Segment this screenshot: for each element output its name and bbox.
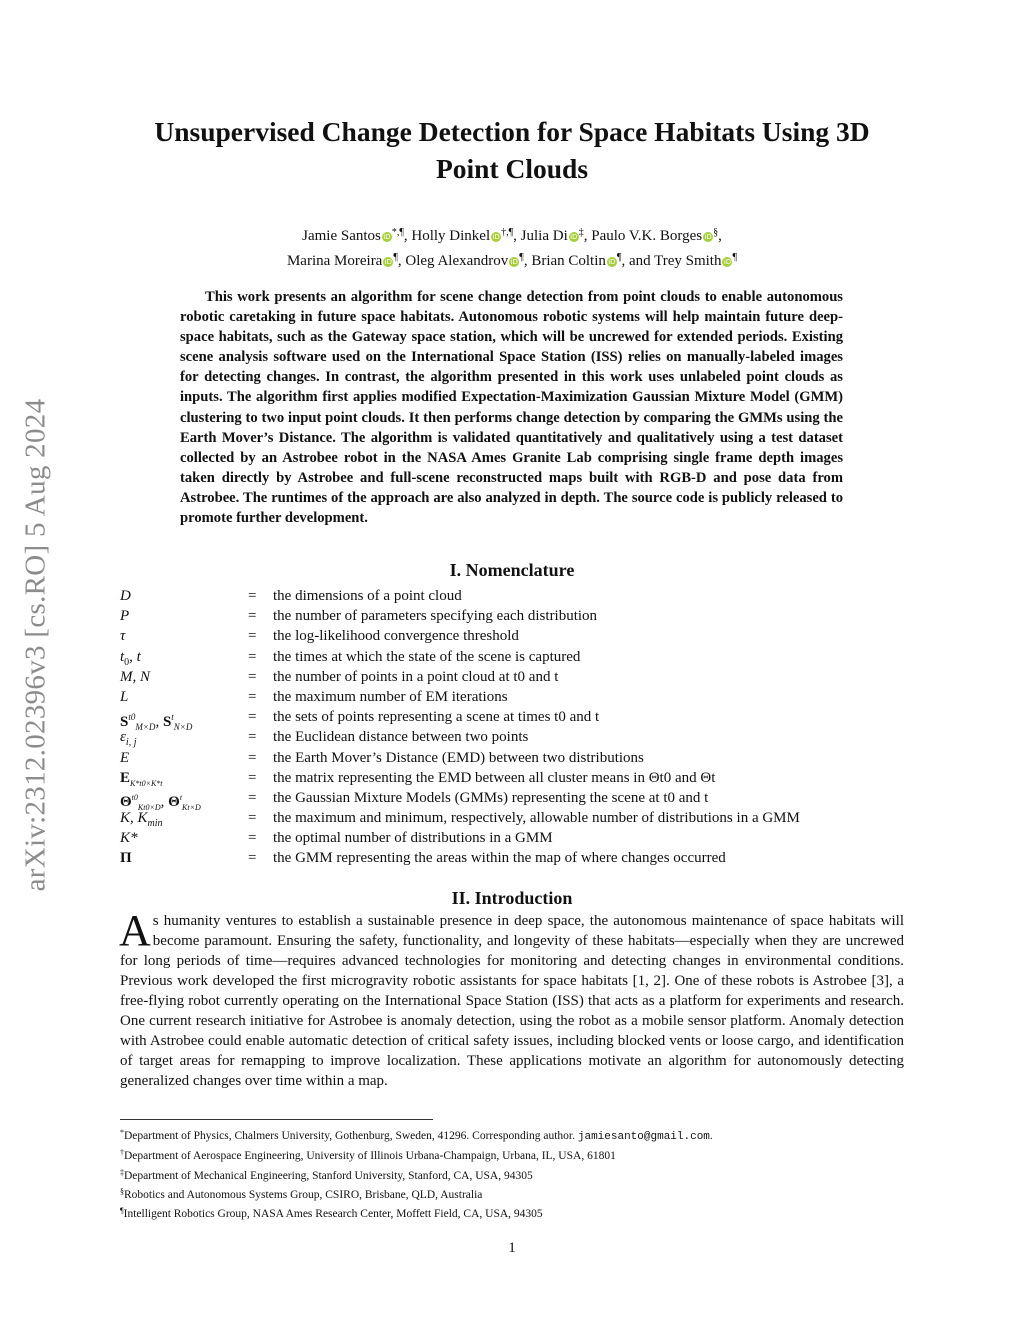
footnote-divider [120,1119,433,1120]
nomenclature-row [120,727,904,747]
introduction-text: s humanity ventures to establish a sustainable presence in deep space, the autonomous maintenance of space habitats will become paramount. Ensuring the safety, functionality, and longevity of these habitats—especially when they are uncrewed for long periods of time—requires advanced technologies for monitoring and detecting changes in environmental conditions. Previous work developed the first microgravity robotic assistants for space habitats [1, 2]. One of these robots is Astrobee [3], a free-flying robot currently operating on the International Space Station (ISS) that acts as a platform for experiments and research. One current research initiative for Astrobee is anomaly detection, using the robot as a mobile sensor platform. Anomaly detection with Astrobee could enable automatic detection of critical safety issues, including blocked vents or loose cargo, and identification of target areas for remapping to improve localization. These applications motivate an algorithm for autonomously detecting generalized changes over time within a map. [120,913,904,1089]
symbol: $E_{K*t0\times K*t}$ [120,769,163,788]
symbol: M, N [120,668,150,685]
author-name: Oleg Alexandrov [405,253,509,269]
footnote [120,1145,904,1164]
symbol: D [120,588,131,604]
equals-sign: = [248,648,257,665]
equals-sign: = [248,628,257,645]
orcid-icon[interactable]: iD [570,233,578,241]
nomenclature-row [120,586,904,606]
author-list: Jamie Santos iD*,¶, Holly Dinkel iD†,¶, Julia Di iD‡, Paulo V.K. Borges iD§, Marina Moreira iD¶, Oleg Alexandrov iD¶, Brian Coltin iD¶, and Trey Smith iD¶ [286,227,738,269]
symbol: $S^{t0}_{M\times D}$, $S^t_{N\times D}$ [120,712,193,733]
equals-sign: = [248,749,257,766]
affiliation-mark: †,¶ [501,227,514,238]
nomenclature-list [120,586,904,869]
author-name: Marina Moreira [286,253,383,269]
affiliation-mark: *,¶ [391,227,404,238]
equals-sign: = [248,608,257,625]
definition: the GMM representing the areas within the map of where changes occurred [273,850,726,867]
nomenclature-row [120,647,904,667]
nomenclature-row [120,748,904,768]
symbol: τ [120,628,126,645]
footnote-mark: ¶ [120,1206,124,1216]
footnote [120,1184,904,1203]
orcid-icon[interactable]: iD [608,258,616,266]
footnote [120,1203,904,1222]
abstract: This work presents an algorithm for scene change detection from point clouds to enable autonomous robotic caretaking in future space habitats. Autonomous robotic systems will help maintain future deep-space habitats, such as the Gateway space station, which will be uncrewed for extended periods. Existing scene analysis software used on the International Space Station (ISS) relies on manually-labeled images for detecting changes. In contrast, the algorithm presented in this work uses unlabeled point clouds as inputs. The algorithm first applies modified Expectation-Maximization Gaussian Mixture Model (GMM) clustering to two input point clouds. It then performs change detection by comparing the GMMs using the Earth Mover’s Distance. The algorithm is validated quantitatively and qualitatively using a test dataset collected by an Astrobee robot in the NASA Ames Granite Lab comprising single frame depth images taken directly by Astrobee and full-scene reconstructed maps built with RGB-D and pose data from Astrobee. The runtimes of the approach are also analyzed in depth. The source code is publicly released to promote further development. [180,289,843,527]
affiliation-mark: ¶ [732,252,738,263]
symbol: K* [120,830,138,847]
equals-sign: = [248,688,257,705]
orcid-icon[interactable]: iD [384,258,393,266]
symbol: P [120,608,130,625]
equals-sign: = [248,709,257,726]
equals-sign: = [248,588,257,604]
footnote-text: Intelligent Robotics Group, NASA Ames Research Center, Moffett Field, CA, USA, 94305 [123,1208,543,1221]
equals-sign: = [248,850,257,867]
footnote-text: Department of Mechanical Engineering, Stanford University, Stanford, CA, USA, 94305 [124,1169,533,1182]
orcid-icon[interactable]: iD [492,233,500,241]
symbol: E [120,749,130,766]
nomenclature-row [120,626,904,646]
symbol: $t_0$, t [120,648,141,668]
orcid-icon[interactable]: iD [383,233,391,241]
footnote: *Department of Physics, Chalmers University, Gothenburg, Sweden, 41296. Corresponding author. jamiesanto@gmail.com. [120,1128,713,1143]
symbol: Π [120,850,132,867]
definition: the log-likelihood convergence threshold [273,628,519,645]
nomenclature-heading: I. Nomenclature [449,560,575,580]
drop-cap: A [119,906,151,955]
affiliation-mark: ‡ [578,227,584,238]
definition: the number of parameters specifying each distribution [273,608,598,625]
footnote-mark: * [120,1128,124,1137]
author-name: Paulo V.K. Borges [591,228,703,244]
definition: the matrix representing the EMD between all cluster means in Θt0 and Θt [273,769,716,786]
definition: the sets of points representing a scene at times t0 and t [273,709,600,726]
definition: the maximum and minimum, respectively, allowable number of distributions in a GMM [273,810,800,827]
equals-sign: = [248,729,257,746]
equals-sign: = [248,810,257,827]
footnote-mark: † [120,1148,124,1158]
footnote-text: Department of Aerospace Engineering, University of Illinois Urbana-Champaign, Urbana, IL, USA, 61801 [124,1150,616,1163]
symbol: $\varepsilon_{i, j}$ [120,729,137,749]
orcid-icon[interactable]: iD [723,258,732,266]
definition: the times at which the state of the scene is captured [273,648,581,665]
nomenclature-row [120,667,904,687]
definition: the Gaussian Mixture Models (GMMs) representing the scene at t0 and t [273,789,709,806]
author-name: Trey Smith [654,253,722,269]
author-name: Brian Coltin [531,253,606,269]
symbol: $\Theta^{t0}_{Kt0\times D}$, $\Theta^t_{Kt\times D}$ [120,792,201,812]
paper-title: Unsupervised Change Detection for Space Habitats Using 3D Point Clouds [154,116,870,184]
symbol: K, $K_{min}$ [120,810,163,830]
footnote-text: Robotics and Autonomous Systems Group, CSIRO, Brisbane, QLD, Australia [124,1188,483,1201]
nomenclature-row [120,707,904,733]
definition: the maximum number of EM iterations [273,688,508,705]
footnote-text: Department of Physics, Chalmers University, Gothenburg, Sweden, 41296. Corresponding author. [124,1130,575,1142]
nomenclature-row [120,788,904,812]
equals-sign: = [248,769,257,786]
author-name: Jamie Santos [302,228,381,244]
affiliation-mark: § [713,227,719,238]
nomenclature-row [120,828,904,848]
symbol: L [120,688,129,705]
definition: the number of points in a point cloud at t0 and t [273,668,559,685]
affiliation-mark: ¶ [616,252,622,263]
equals-sign: = [248,830,257,847]
footnotes [120,1125,904,1222]
page-number: 1 [508,1240,516,1256]
author-name: Holly Dinkel [411,228,491,244]
equals-sign: = [248,668,257,685]
footnote-mark: § [120,1186,124,1196]
introduction-paragraph [119,906,904,1091]
introduction-heading: II. Introduction [451,888,573,908]
definition: the dimensions of a point cloud [273,588,462,604]
nomenclature-row [120,687,904,707]
arxiv-sidebar-stamp [14,355,58,935]
equals-sign: = [248,789,257,806]
definition: the Euclidean distance between two points [273,729,529,746]
orcid-icon[interactable]: iD [704,233,712,241]
author-conjunction: and [628,253,651,269]
nomenclature-row [120,808,904,828]
nomenclature-row [120,848,904,868]
nomenclature-row [120,606,904,626]
nomenclature-row [120,768,904,788]
affiliation-mark: ¶ [393,252,398,263]
orcid-icon[interactable]: iD [510,258,518,266]
footnote-mark: ‡ [120,1167,124,1177]
definition: the optimal number of distributions in a GMM [273,830,553,847]
affiliation-mark: ¶ [519,252,524,263]
definition: the Earth Mover’s Distance (EMD) between two distributions [273,749,644,766]
footnote [120,1165,904,1184]
author-name: Julia Di [520,228,568,244]
arxiv-identifier: arXiv:2312.02396v3 [cs.RO] 5 Aug 2024 [19,398,52,892]
email-link[interactable]: jamiesanto@gmail.com [577,1131,710,1143]
